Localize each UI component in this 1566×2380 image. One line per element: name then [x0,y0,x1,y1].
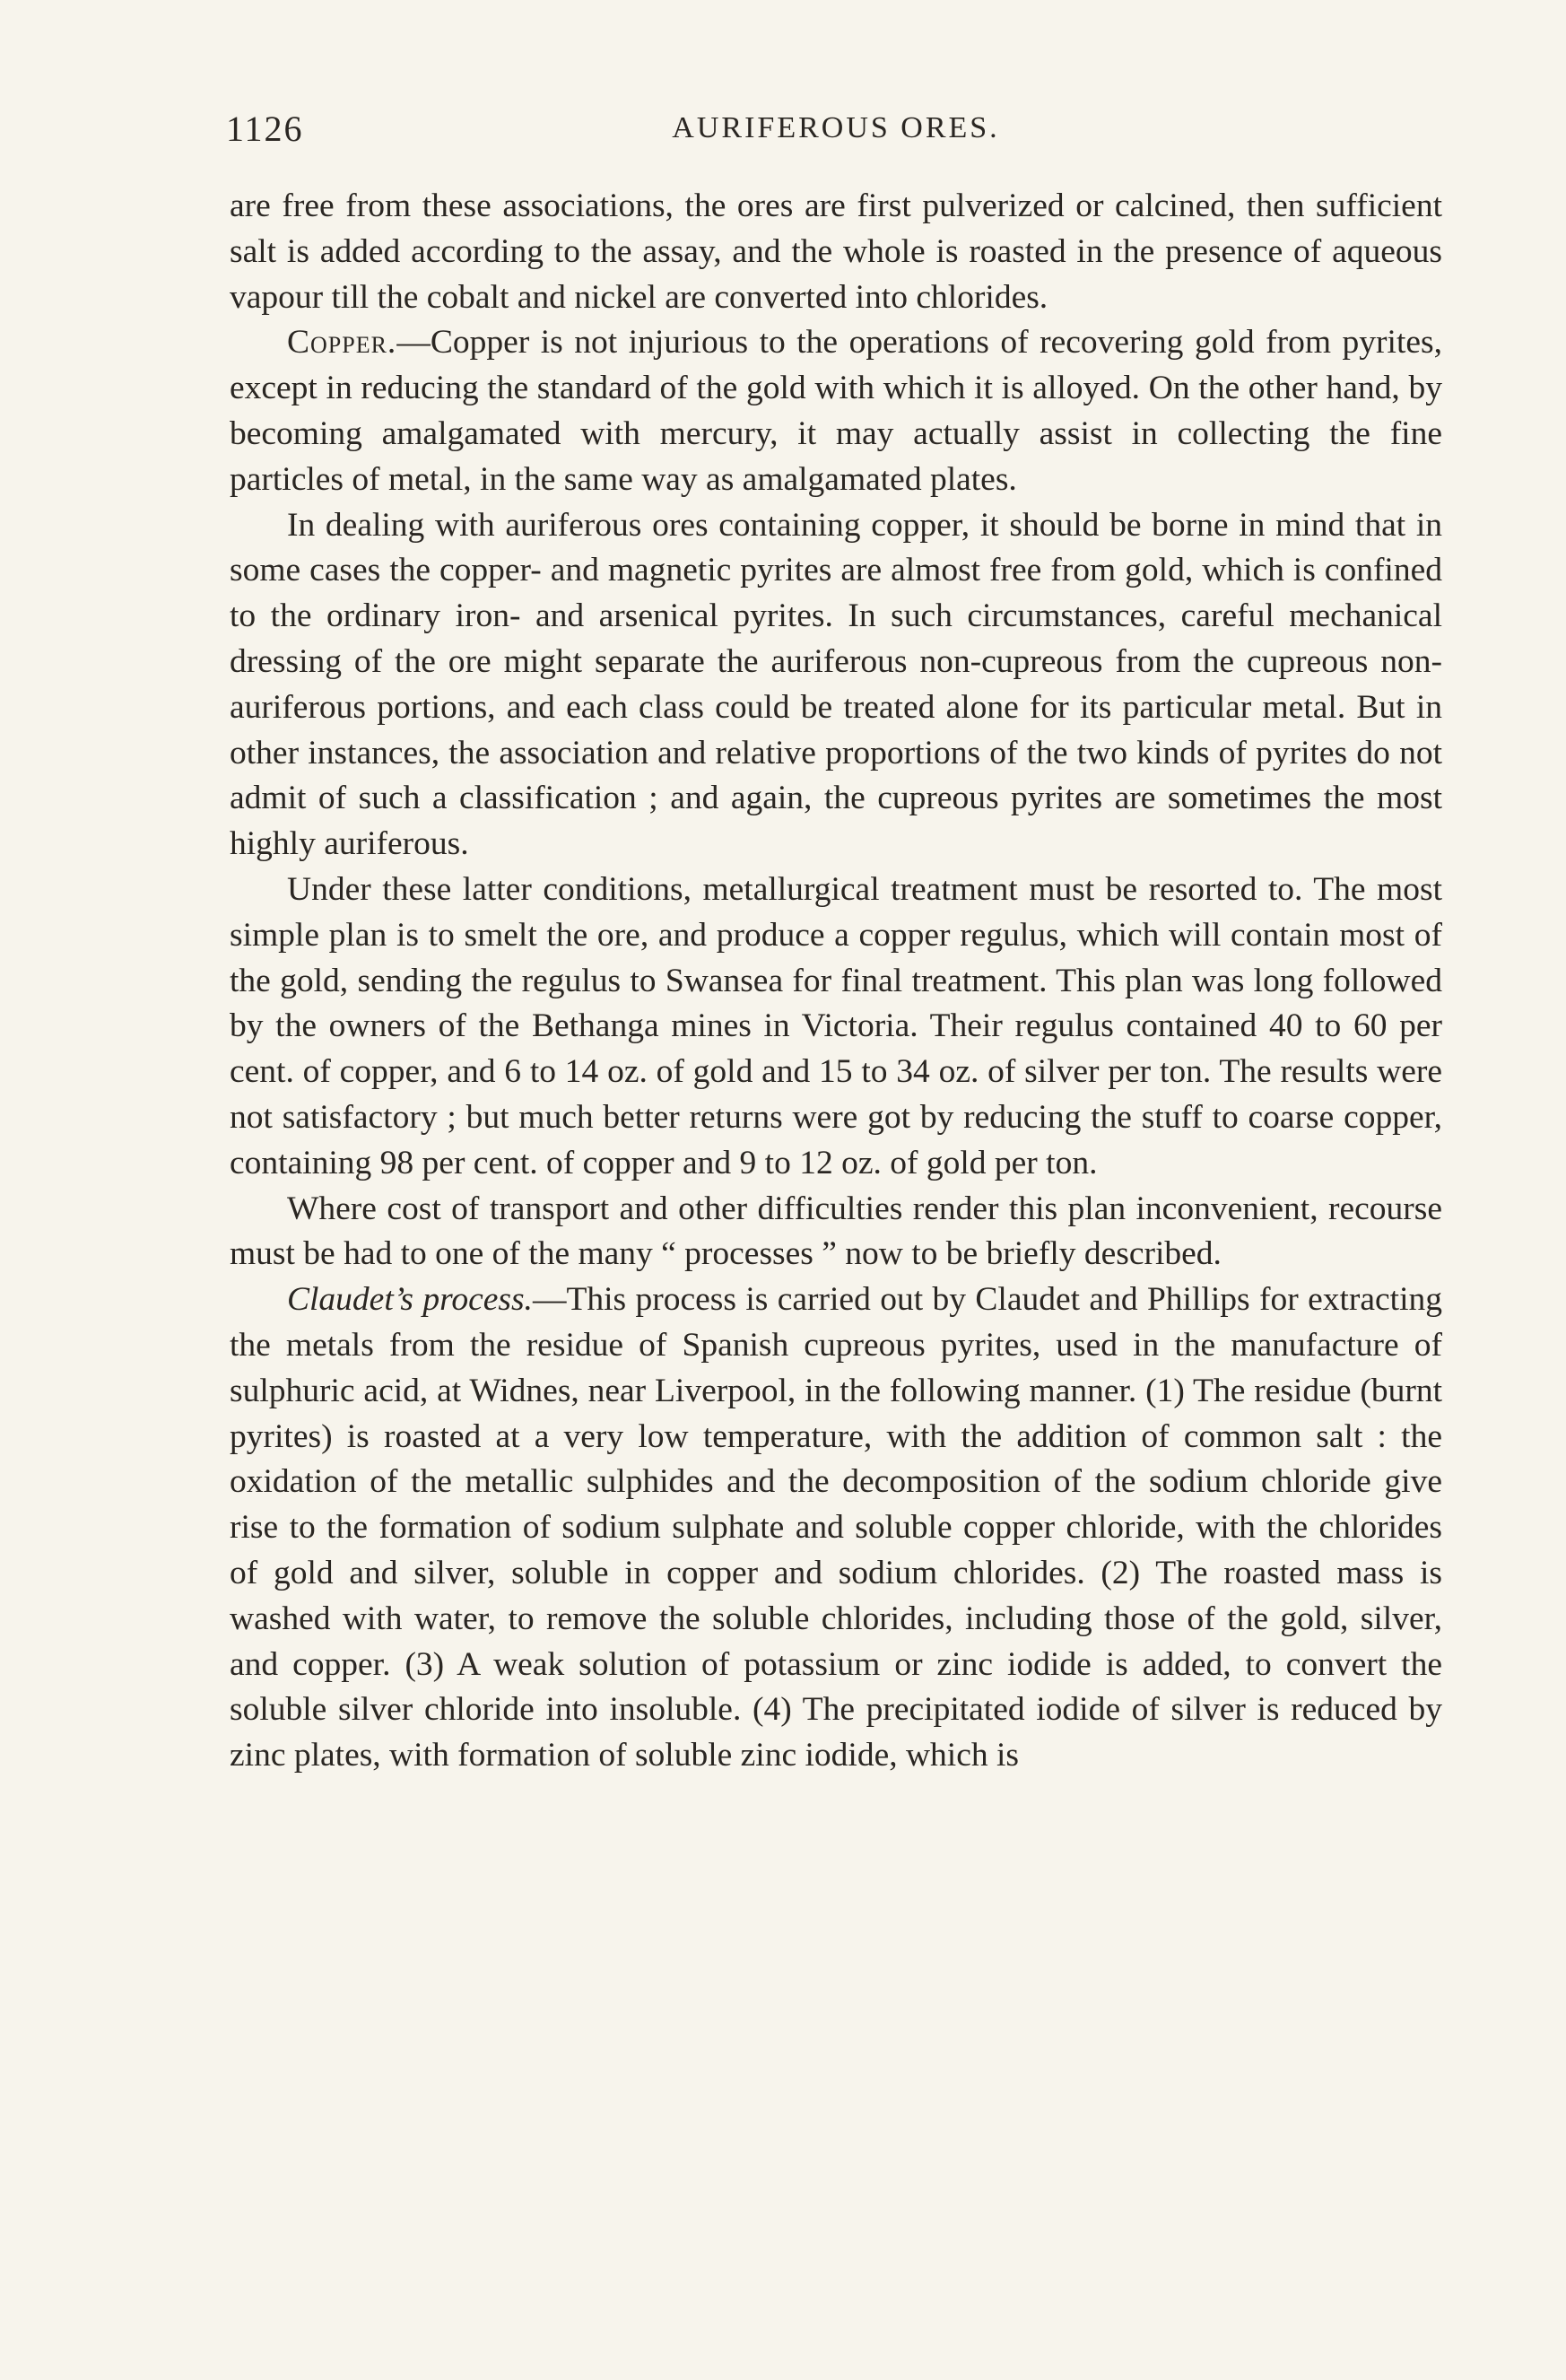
paragraph-continuation [230,184,1442,320]
paragraph-transport [230,1187,1442,1278]
paragraph-copper [230,320,1442,502]
paragraph-text: Where cost of transport and other difficulties render this plan inconvenient, recourse must be had to one of the many “ processes ” now to be briefly described. [230,1190,1442,1273]
running-head: AURIFEROUS ORES. [672,111,1000,144]
paragraph-text: In dealing with auriferous ores containing copper, it should be borne in mind that in some cases the copper- and magnetic pyrites are almost free from gold, which is confined to the ordinary iron- and arsenical pyrites. In such circumstances, careful mechanical dressing of the ore might separate the auriferous non-cupreous from the cupreous non-auriferous portions, and each class could be treated alone for its particular metal. But in other instances, the association and relative proportions of the two kinds of pyrites do not admit of such a classification ; and again, the cupreous pyrites are sometimes the most highly auriferous. [230,506,1442,863]
paragraph-text: —This process is carried out by Claudet and Phillips for extracting the metals from the residue of Spanish cupreous pyrites, used in the manufacture of sulphuric acid, at Widnes, near Liverpool, in the following manner. (1) The residue (burnt pyrites) is roasted at a very low temperature, with the addition of common salt : the oxidation of the metallic sulphides and the decomposition of the sodium chloride give rise to the formation of sodium sulphate and soluble copper chloride, with the chlorides of gold and silver, soluble in copper and sodium chlorides. (2) The roasted mass is washed with water, to remove the soluble chlorides, including those of the gold, silver, and copper. (3) A weak solution of potassium or zinc iodide is added, to convert the soluble silver chloride into insoluble. (4) The precipitated iodide of silver is reduced by zinc plates, with formation of soluble zinc iodide, which is [230,1281,1443,1774]
page-number: 1126 [226,109,304,149]
section-heading-copper: Copper. [287,324,397,362]
paragraph-text: are free from these associations, the ores are first pulverized or calcined, then sufficient salt is added according to the assay, and the whole is roasted in the presence of aqueous vapour till the cobalt and nickel are converted into chlorides. [230,187,1442,316]
page-header [226,108,1446,161]
paragraph-conditions [230,867,1442,1187]
section-heading-claudet: Claudet’s process. [287,1281,533,1319]
paragraph-dealing [230,503,1442,867]
paragraph-claudet [230,1277,1442,1779]
paragraph-text: Under these latter conditions, metallurgical treatment must be resorted to. The most simple plan is to smelt the ore, and produce a copper regulus, which will contain most of the gold, sending the regulus to Swansea for final treatment. This plan was long followed by the owners of the Bethanga mines in Victoria. Their regulus contained 40 to 60 per cent. of copper, and 6 to 14 oz. of gold and 15 to 34 oz. of silver per ton. The results were not satisfactory ; but much better returns were got by reducing the stuff to coarse copper, containing 98 per cent. of copper and 9 to 12 oz. of gold per ton. [230,870,1442,1181]
body-text [230,184,1442,1779]
paragraph-text: —Copper is not injurious to the operations of recovering gold from pyrites, except in reducing the standard of the gold with which it is alloyed. On the other hand, by becoming amalgamated with mercury, it may actually assist in collecting the fine particles of metal, in the same way as amalgamated plates. [230,324,1442,498]
